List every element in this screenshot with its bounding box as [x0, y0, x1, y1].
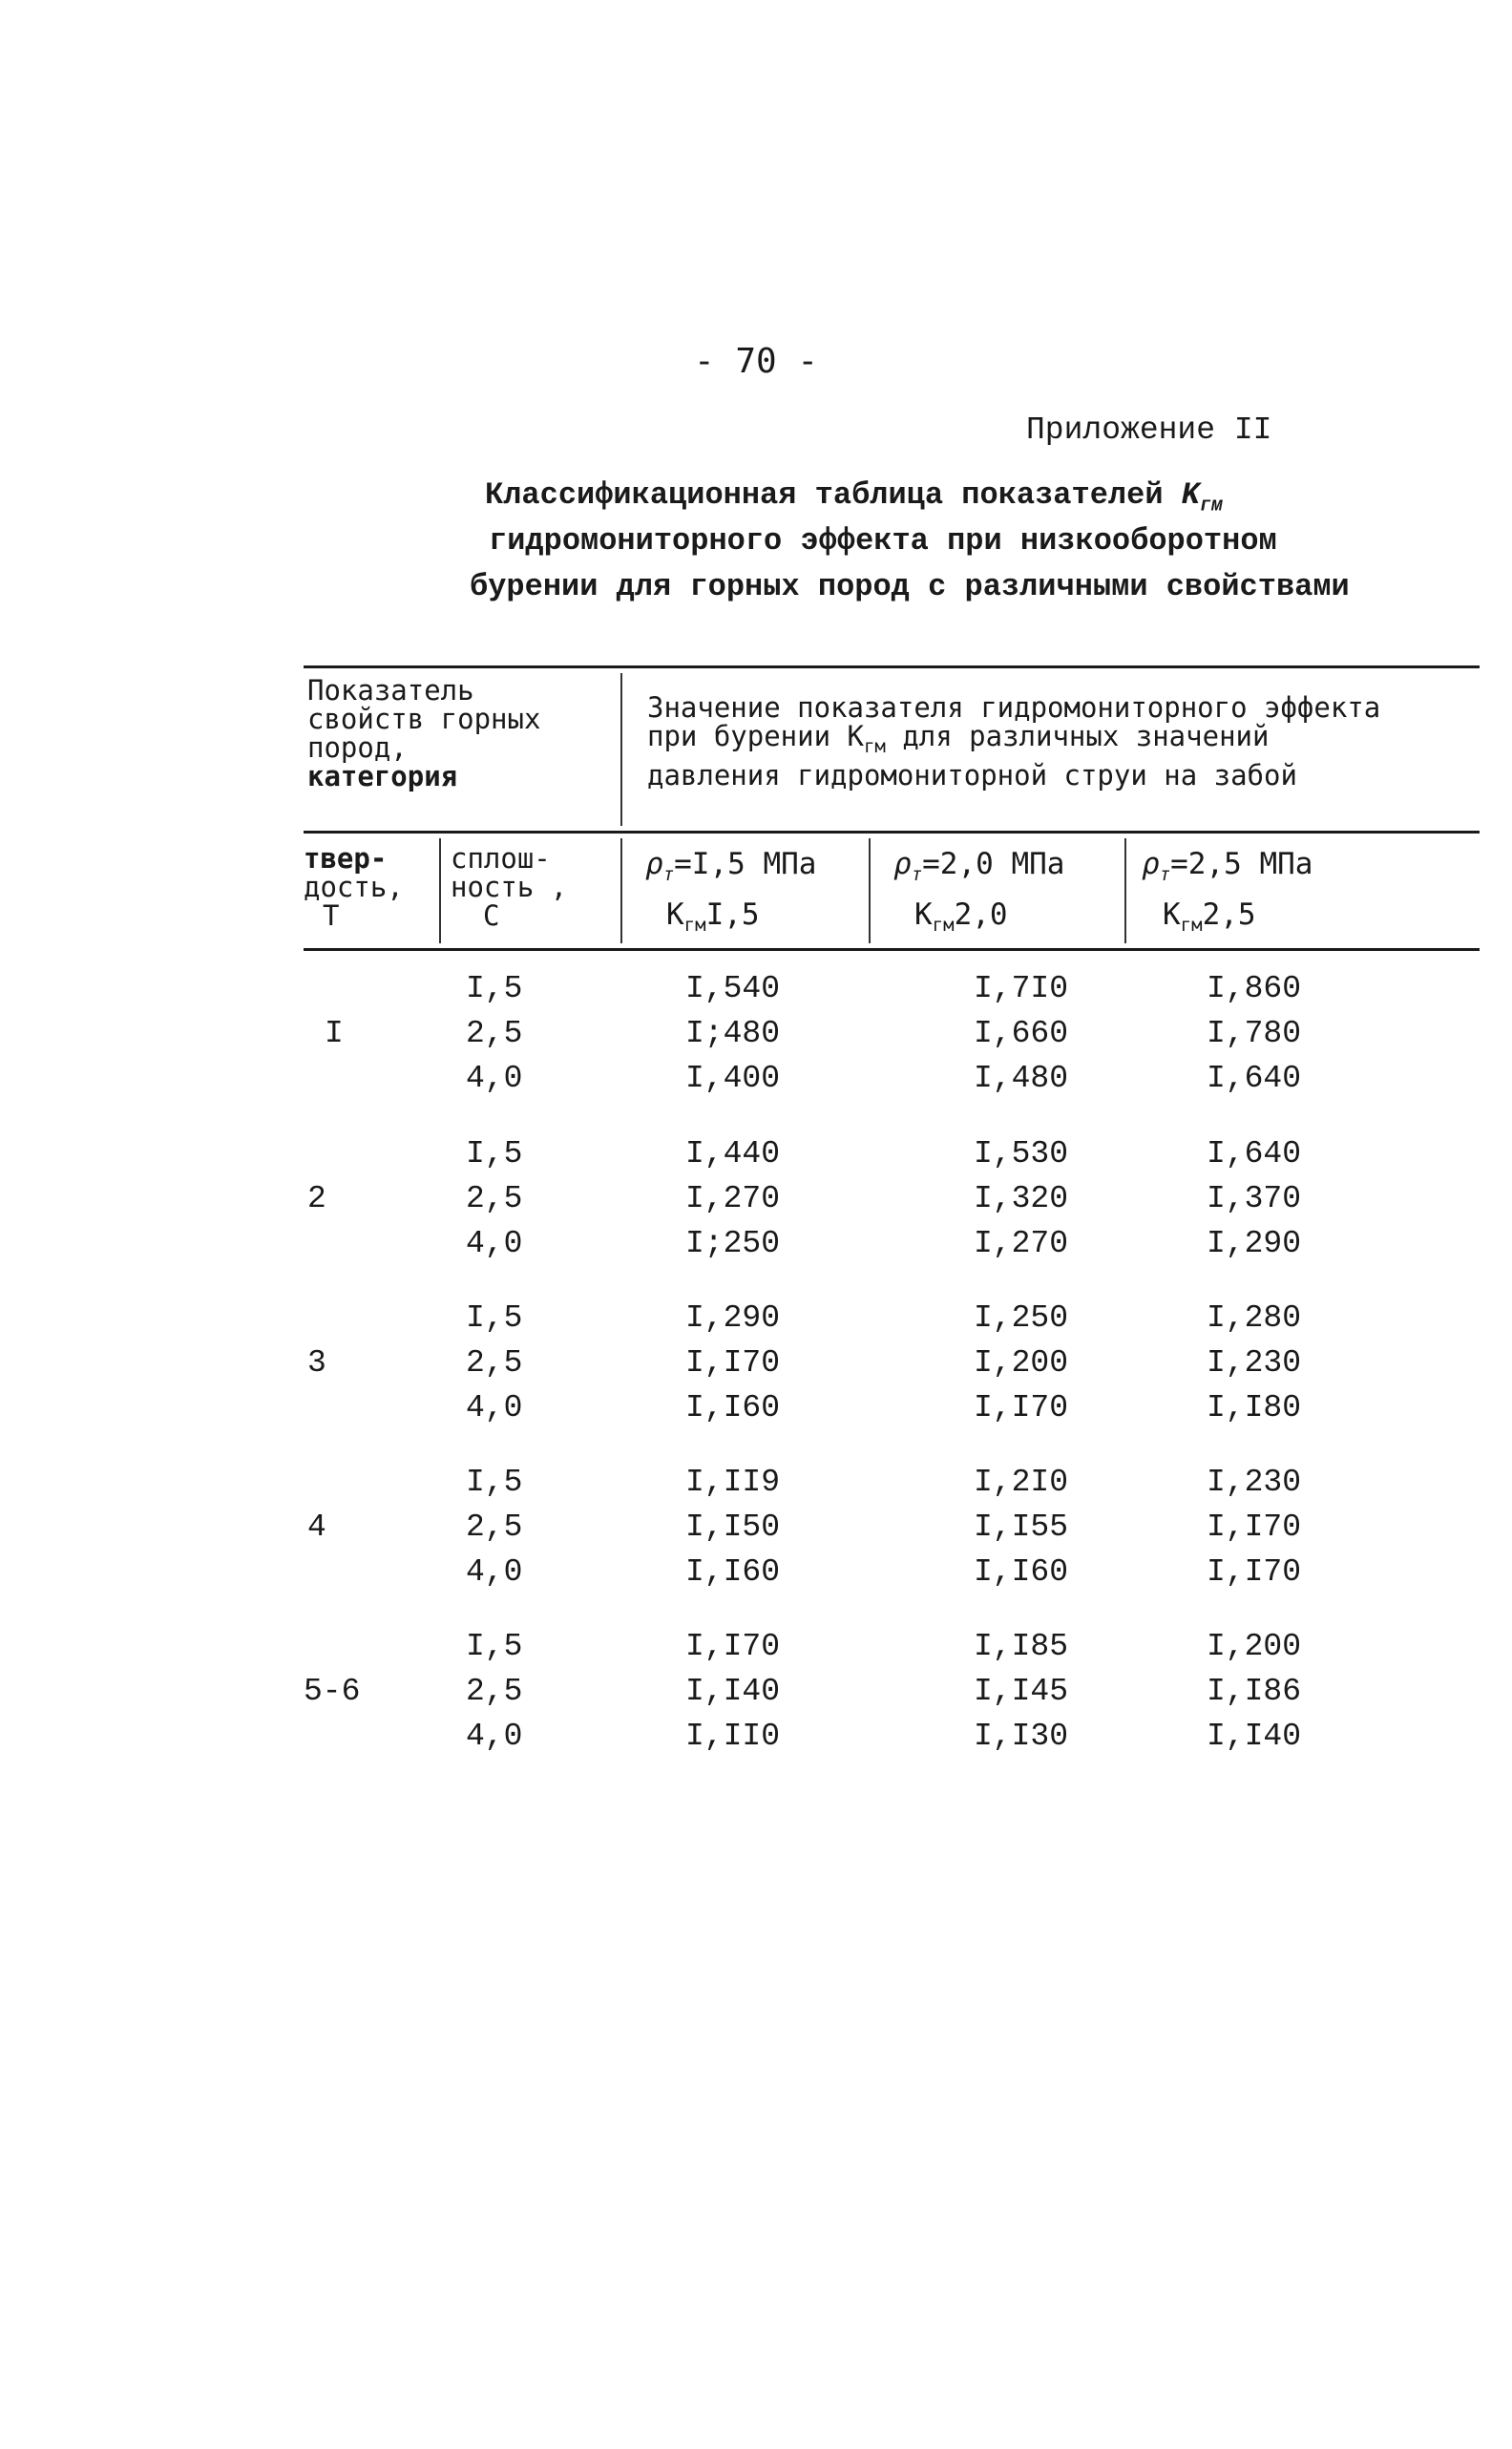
header-solidity: [451, 844, 567, 930]
value-cell: I,I40: [685, 1674, 781, 1709]
value-cell: I,I50: [685, 1510, 781, 1545]
header-right-text: для различных значений: [885, 720, 1270, 752]
solidity-cell: 4,0: [466, 1061, 523, 1096]
solidity-cell: 4,0: [466, 1226, 523, 1261]
solidity-column: [466, 966, 522, 1101]
solidity-cell: I,5: [466, 971, 523, 1006]
value-cell: I,860: [1207, 971, 1302, 1006]
header-hardness-line: T: [323, 899, 340, 932]
k-index: 2,5: [1202, 897, 1256, 933]
k-index: 2,0: [954, 897, 1008, 933]
header-solidity-line: ность ,: [451, 871, 568, 903]
value-cell: I;480: [685, 1016, 781, 1051]
header-hardness-line: твер-: [304, 842, 388, 875]
k2-column: [974, 1131, 1068, 1266]
k1-column: [685, 1296, 780, 1430]
header-right-line: Значение показателя гидромониторного эффекта: [647, 691, 1381, 724]
value-cell: I,320: [974, 1181, 1069, 1216]
k-subscript: гм: [863, 735, 886, 757]
value-cell: I,480: [974, 1061, 1069, 1096]
k-symbol: K: [666, 897, 684, 933]
k-subscript: гм: [683, 915, 706, 937]
col-separator-4: [1124, 838, 1126, 943]
value-cell: I,I70: [685, 1345, 781, 1381]
value-cell: I,250: [974, 1300, 1069, 1336]
table-title-line-3: бурении для горных пород с различными свойствами: [470, 569, 1350, 604]
value-cell: I,400: [685, 1061, 781, 1096]
value-cell: I,I55: [974, 1510, 1069, 1545]
header-hardness: [304, 844, 404, 930]
hardness-cell: 4: [307, 1510, 326, 1545]
value-cell: I,II9: [685, 1465, 781, 1500]
value-cell: I,640: [1207, 1061, 1302, 1096]
k3-column: [1207, 1624, 1301, 1759]
header-solidity-line: сплош-: [451, 842, 551, 875]
value-cell: I,280: [1207, 1300, 1302, 1336]
k1-column: [685, 1131, 780, 1266]
header-separator: [620, 673, 622, 826]
value-cell: I,640: [1207, 1136, 1302, 1172]
k3-column: [1207, 966, 1301, 1101]
value-cell: I,270: [685, 1181, 781, 1216]
value-cell: I,I40: [1207, 1719, 1302, 1754]
rho-symbol: ρ: [893, 847, 912, 881]
rho-subscript: т: [1159, 864, 1171, 886]
value-cell: I,I70: [685, 1629, 781, 1664]
k2-column: [974, 966, 1068, 1101]
k3-column: [1207, 1460, 1301, 1594]
value-cell: I,200: [1207, 1629, 1302, 1664]
header-pressure-1: [645, 844, 816, 945]
appendix-label: Приложение II: [1026, 412, 1272, 448]
hardness-cell: 5-6: [304, 1674, 361, 1709]
header-properties: [307, 676, 540, 791]
value-cell: I,I60: [685, 1390, 781, 1425]
solidity-column: [466, 1624, 522, 1759]
value-cell: I,660: [974, 1016, 1069, 1051]
solidity-cell: I,5: [466, 1136, 523, 1172]
value-cell: I,I70: [1207, 1554, 1302, 1590]
header-values: [647, 693, 1380, 790]
k-symbol: K: [1163, 897, 1181, 933]
page-number: - 70 -: [693, 342, 819, 381]
title-text: Классификационная таблица показателей: [485, 477, 1164, 513]
value-cell: I,2I0: [974, 1465, 1069, 1500]
value-cell: I,I86: [1207, 1674, 1302, 1709]
hardness-cell: I: [325, 1016, 344, 1051]
header-left-line: свойств горных: [307, 703, 541, 735]
value-cell: I,290: [685, 1300, 781, 1336]
value-cell: I,I30: [974, 1719, 1069, 1754]
value-cell: I,230: [1207, 1345, 1302, 1381]
solidity-cell: 2,5: [466, 1674, 523, 1709]
table-header-divider: [304, 831, 1480, 834]
header-left-line: Показатель: [307, 674, 474, 707]
value-cell: I,200: [974, 1345, 1069, 1381]
value-cell: I,I60: [685, 1554, 781, 1590]
k-symbol: K: [1181, 477, 1200, 513]
col-separator-3: [869, 838, 871, 943]
col-separator-2: [620, 838, 622, 943]
value-cell: I,I80: [1207, 1390, 1302, 1425]
value-cell: I,440: [685, 1136, 781, 1172]
solidity-column: [466, 1131, 522, 1266]
k1-column: [685, 1624, 780, 1759]
k1-column: [685, 966, 780, 1101]
solidity-cell: 4,0: [466, 1719, 523, 1754]
header-right-text: при бурении K: [647, 720, 864, 752]
value-cell: I,I45: [974, 1674, 1069, 1709]
k2-column: [974, 1624, 1068, 1759]
rho-symbol: ρ: [1142, 847, 1160, 881]
k1-column: [685, 1460, 780, 1594]
rho-subscript: т: [911, 864, 923, 886]
pressure-value: =2,0 МПа: [922, 847, 1065, 881]
solidity-cell: 2,5: [466, 1016, 523, 1051]
table-title-line-2: гидромониторного эффекта при низкооборотном: [489, 523, 1277, 559]
k3-column: [1207, 1131, 1301, 1266]
rho-subscript: т: [662, 864, 675, 886]
value-cell: I,I60: [974, 1554, 1069, 1590]
col-separator-1: [439, 838, 441, 943]
k2-column: [974, 1460, 1068, 1594]
value-cell: I,370: [1207, 1181, 1302, 1216]
hardness-cell: 2: [307, 1181, 326, 1216]
value-cell: I,I70: [1207, 1510, 1302, 1545]
value-cell: I,I70: [974, 1390, 1069, 1425]
rho-symbol: ρ: [645, 847, 663, 881]
value-cell: I,II0: [685, 1719, 781, 1754]
value-cell: I,270: [974, 1226, 1069, 1261]
header-pressure-3: [1142, 844, 1312, 945]
k-subscript: гм: [1199, 495, 1223, 517]
k2-column: [974, 1296, 1068, 1430]
solidity-cell: I,5: [466, 1300, 523, 1336]
value-cell: I,290: [1207, 1226, 1302, 1261]
pressure-value: =I,5 МПа: [674, 847, 817, 881]
solidity-cell: 2,5: [466, 1181, 523, 1216]
header-pressure-2: [893, 844, 1064, 945]
value-cell: I,540: [685, 971, 781, 1006]
k-subscript: гм: [1180, 915, 1203, 937]
k3-column: [1207, 1296, 1301, 1430]
header-hardness-line: дость,: [304, 871, 404, 903]
k-subscript: гм: [932, 915, 955, 937]
header-right-line: [647, 722, 1380, 761]
value-cell: I,I85: [974, 1629, 1069, 1664]
header-solidity-line: C: [483, 899, 500, 932]
solidity-cell: I,5: [466, 1465, 523, 1500]
solidity-cell: 4,0: [466, 1390, 523, 1425]
k-index: I,5: [705, 897, 760, 933]
value-cell: I,7I0: [974, 971, 1069, 1006]
table-subheader-rule: [304, 948, 1480, 951]
solidity-column: [466, 1296, 522, 1430]
header-right-line: давления гидромониторной струи на забой: [647, 758, 1297, 792]
value-cell: I,530: [974, 1136, 1069, 1172]
pressure-value: =2,5 МПа: [1170, 847, 1313, 881]
value-cell: I,230: [1207, 1465, 1302, 1500]
table-title-line-1: [485, 477, 1223, 517]
solidity-column: [466, 1460, 522, 1594]
table-top-rule: [304, 665, 1480, 668]
solidity-cell: I,5: [466, 1629, 523, 1664]
solidity-cell: 2,5: [466, 1345, 523, 1381]
solidity-cell: 2,5: [466, 1510, 523, 1545]
value-cell: I;250: [685, 1226, 781, 1261]
value-cell: I,780: [1207, 1016, 1302, 1051]
k-symbol: K: [914, 897, 933, 933]
solidity-cell: 4,0: [466, 1554, 523, 1590]
hardness-cell: 3: [307, 1345, 326, 1381]
header-left-line: пород,: [307, 731, 408, 764]
header-left-line: категория: [307, 760, 458, 792]
